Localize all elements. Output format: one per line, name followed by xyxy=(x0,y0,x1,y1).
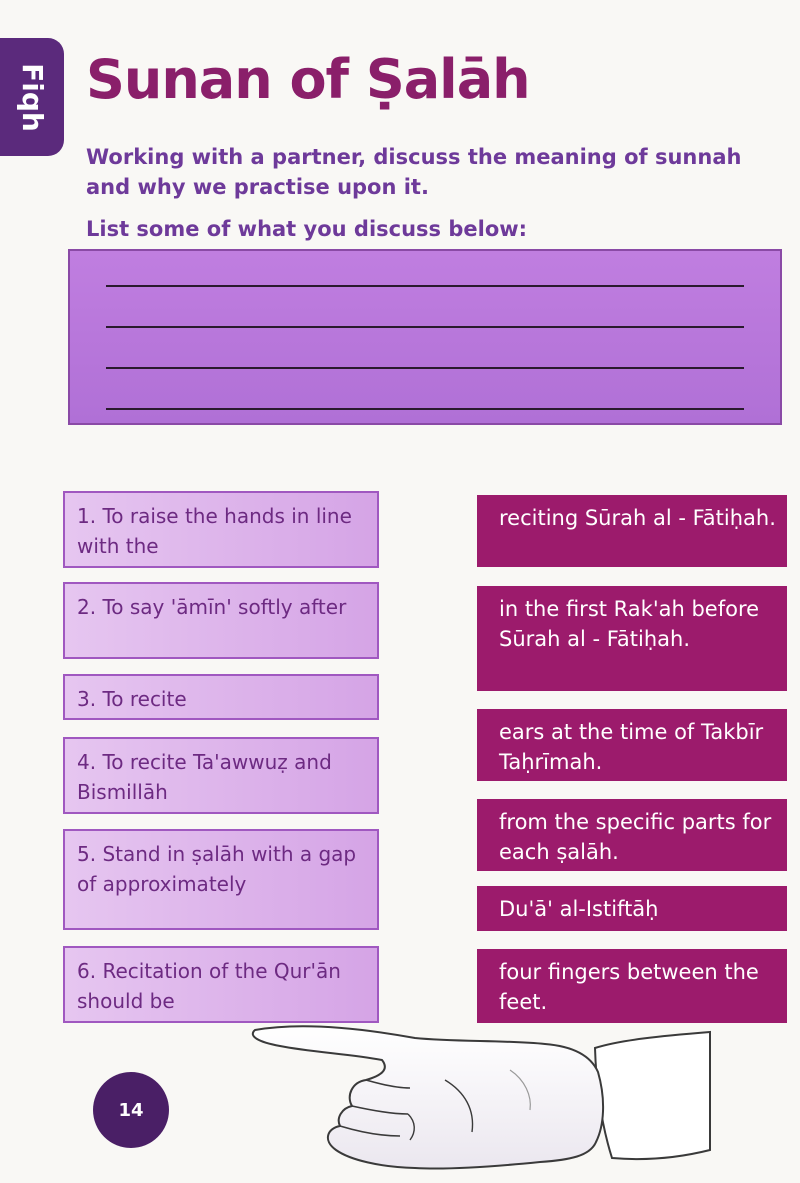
ending-3[interactable]: ears at the time of Takbīr Taḥrīmah. xyxy=(477,709,787,781)
writing-line-4[interactable] xyxy=(106,408,744,410)
pointing-hand-icon xyxy=(240,1010,720,1180)
subject-tab xyxy=(0,38,64,156)
statement-6[interactable]: 6. Recitation of the Qur'ān should be xyxy=(63,946,379,1023)
statement-2[interactable]: 2. To say 'āmīn' softly after xyxy=(63,582,379,659)
page-number: 14 xyxy=(93,1072,169,1148)
statement-4[interactable]: 4. To recite Ta'awwuẓ and Bismillāh xyxy=(63,737,379,814)
ending-6[interactable]: four fingers between the feet. xyxy=(477,949,787,1023)
ending-2[interactable]: in the first Rak'ah before Sūrah al - Fātiḥah. xyxy=(477,586,787,691)
writing-area[interactable] xyxy=(68,249,782,425)
statement-1[interactable]: 1. To raise the hands in line with the xyxy=(63,491,379,568)
writing-line-3[interactable] xyxy=(106,367,744,369)
ending-5[interactable]: Du'ā' al-Istiftāḥ xyxy=(477,886,787,931)
statement-3[interactable]: 3. To recite xyxy=(63,674,379,720)
list-instruction: List some of what you discuss below: xyxy=(86,217,528,241)
writing-line-2[interactable] xyxy=(106,326,744,328)
statement-5[interactable]: 5. Stand in ṣalāh with a gap of approximately xyxy=(63,829,379,930)
page-title: Sunan of Ṣalāh xyxy=(86,48,530,111)
discussion-instruction: Working with a partner, discuss the meaning of sunnah and why we practise upon it. xyxy=(86,145,742,199)
subject-tab-label: Fiqh xyxy=(15,62,49,132)
ending-4[interactable]: from the specific parts for each ṣalāh. xyxy=(477,799,787,871)
writing-line-1[interactable] xyxy=(106,285,744,287)
ending-1[interactable]: reciting Sūrah al - Fātiḥah. xyxy=(477,495,787,567)
